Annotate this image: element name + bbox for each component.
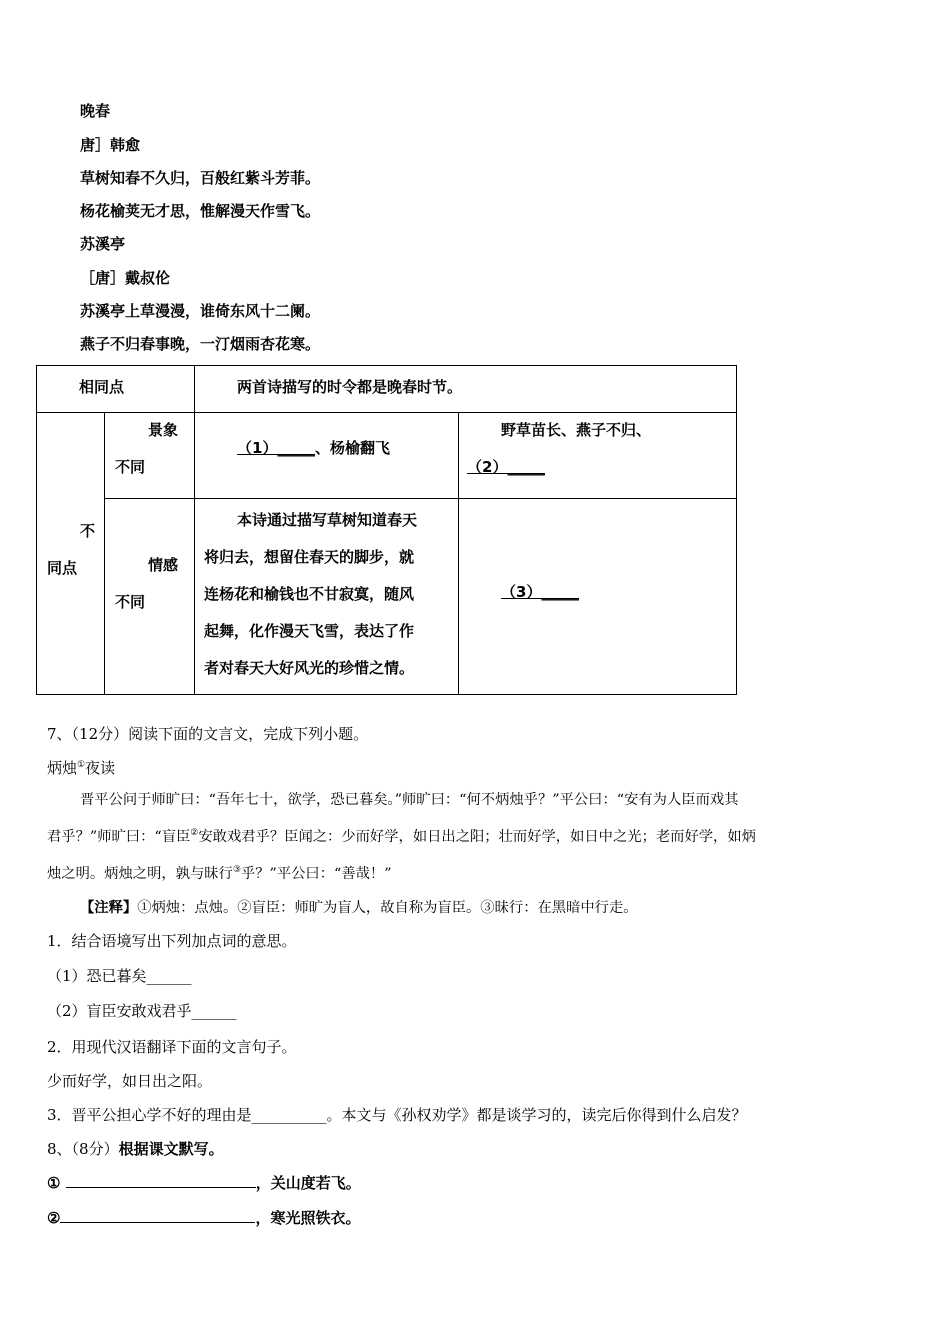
q7-note-label: 【注释】 [80, 900, 138, 916]
scene-poem1-cell [195, 413, 459, 499]
emotion-poem2-cell [459, 499, 737, 695]
q8-item2-number: ② [47, 1209, 61, 1227]
same-label-cell [37, 366, 195, 413]
q8-header-score: 8、（8分） [47, 1140, 119, 1158]
q7-sub3[interactable]: 3．晋平公担心学不好的理由是__________。本文与《孙权劝学》都是谈学习的，读完后你得到什么启发？ [47, 1106, 747, 1124]
emotion-poem1-line4: 起舞，化作漫天飞雪，表达了作 [204, 622, 415, 640]
poem1-line2: 杨花榆荚无才思，惟解漫天作雪飞。 [80, 202, 321, 220]
scene-blank-2[interactable]: （2）_____ [467, 458, 545, 476]
q7-note [80, 898, 638, 918]
q7-title-part2: 夜读 [85, 759, 116, 777]
q8-header-instruction: 根据课文默写。 [118, 1140, 224, 1158]
diff-label-line2: 同点 [47, 559, 78, 577]
emotion-label-line1: 情感 [148, 556, 179, 574]
q7-sub1-item2[interactable]: （2）盲臣安敢戏君乎______ [47, 1002, 237, 1020]
poem2-line1: 苏溪亭上草漫漫，谁倚东风十二阑。 [80, 302, 321, 320]
q8-item2-blank[interactable] [60, 1207, 255, 1223]
poem1-line1: 草树知春不久归，百般红紫斗芳菲。 [80, 169, 321, 187]
scene-label-line2: 不同 [115, 458, 146, 476]
q7-passage-title [47, 758, 115, 778]
q7-sub2-sentence: 少而好学，如日出之阳。 [47, 1072, 213, 1090]
q7-passage-line1: 晋平公问于师旷曰：“吾年七十，欲学，恐已暮矣。”师旷曰：“何不炳烛乎？”平公曰：“安有为人臣而戏其 [80, 792, 739, 808]
scene-label-cell [105, 413, 195, 499]
emotion-poem1-line1: 本诗通过描写草树知道春天 [237, 511, 418, 529]
emotion-poem1-line5: 者对春天大好风光的珍惜之情。 [204, 659, 415, 677]
scene-poem1-text: 、杨榆翻飞 [314, 439, 390, 457]
q8-item1 [47, 1172, 361, 1193]
q7-title-footnote: ① [77, 760, 86, 770]
q7-sub2: 2．用现代汉语翻译下面的文言句子。 [47, 1038, 297, 1056]
emotion-poem1-cell [195, 499, 459, 695]
diff-label-line1: 不 [80, 522, 96, 540]
comparison-table [36, 365, 737, 695]
q7-title-part1: 炳烛 [47, 759, 78, 777]
poem2-title: 苏溪亭 [80, 235, 126, 253]
q7-note-text: ①炳烛：点烛。②盲臣：师旷为盲人，故自称为盲臣。③昧行：在黑暗中行走。 [137, 900, 638, 916]
q7-passage-line3-b: 乎？”平公曰：“善哉！” [240, 866, 392, 882]
q7-passage-footnote2: ② [190, 828, 199, 839]
q7-sub1: 1．结合语境写出下列加点词的意思。 [47, 932, 297, 950]
emotion-poem1-line3: 连杨花和榆钱也不甘寂寞，随风 [204, 585, 415, 603]
q7-passage-footnote3: ③ [232, 865, 241, 876]
table-row-emotion [37, 499, 737, 695]
diff-label-cell [37, 413, 105, 695]
emotion-poem1-line2: 将归去，想留住春天的脚步，就 [204, 548, 415, 566]
table-row-same [37, 366, 737, 413]
q7-header: 7、（12分）阅读下面的文言文，完成下列小题。 [47, 725, 369, 743]
emotion-label-line2: 不同 [115, 593, 146, 611]
q7-passage-line2-b: 安敢戏君乎？臣闻之：少而好学，如日出之阳；壮而好学，如日中之光；老而好学，如炳 [198, 829, 756, 845]
same-content: 两首诗描写的时令都是晚春时节。 [237, 378, 463, 396]
scene-label-line1: 景象 [148, 421, 179, 439]
q7-passage-line2 [47, 827, 756, 847]
q7-sub1-item1[interactable]: （1）恐已暮矣______ [47, 967, 192, 985]
q7-passage-line2-a: 君乎？”师旷曰：“盲臣 [47, 829, 191, 845]
q7-passage-line3-a: 烛之明。炳烛之明，孰与昧行 [47, 866, 233, 882]
q8-item2-text: ，寒光照铁衣。 [255, 1209, 361, 1227]
q8-item1-blank[interactable] [66, 1172, 256, 1188]
poem2-line2: 燕子不归春事晚，一汀烟雨杏花寒。 [80, 335, 321, 353]
scene-poem2-cell [459, 413, 737, 499]
same-label: 相同点 [79, 378, 125, 396]
poem1-title: 晚春 [80, 102, 111, 120]
poem1-author: 唐］韩愈 [80, 136, 141, 154]
emotion-label-cell [105, 499, 195, 695]
q8-item1-number: ① [47, 1174, 61, 1192]
q8-header [47, 1139, 224, 1159]
poem2-author: ［唐］戴叔伦 [80, 269, 171, 287]
same-content-cell [195, 366, 737, 413]
q8-item1-text: ，关山度若飞。 [255, 1174, 361, 1192]
scene-poem2-text: 野草苗长、燕子不归、 [501, 421, 652, 439]
emotion-blank-3[interactable]: （3）_____ [501, 583, 579, 601]
q7-passage-line3 [47, 864, 392, 884]
table-row-scene [37, 413, 737, 499]
scene-blank-1[interactable]: （1）_____ [237, 439, 315, 457]
q8-item2 [47, 1207, 360, 1228]
